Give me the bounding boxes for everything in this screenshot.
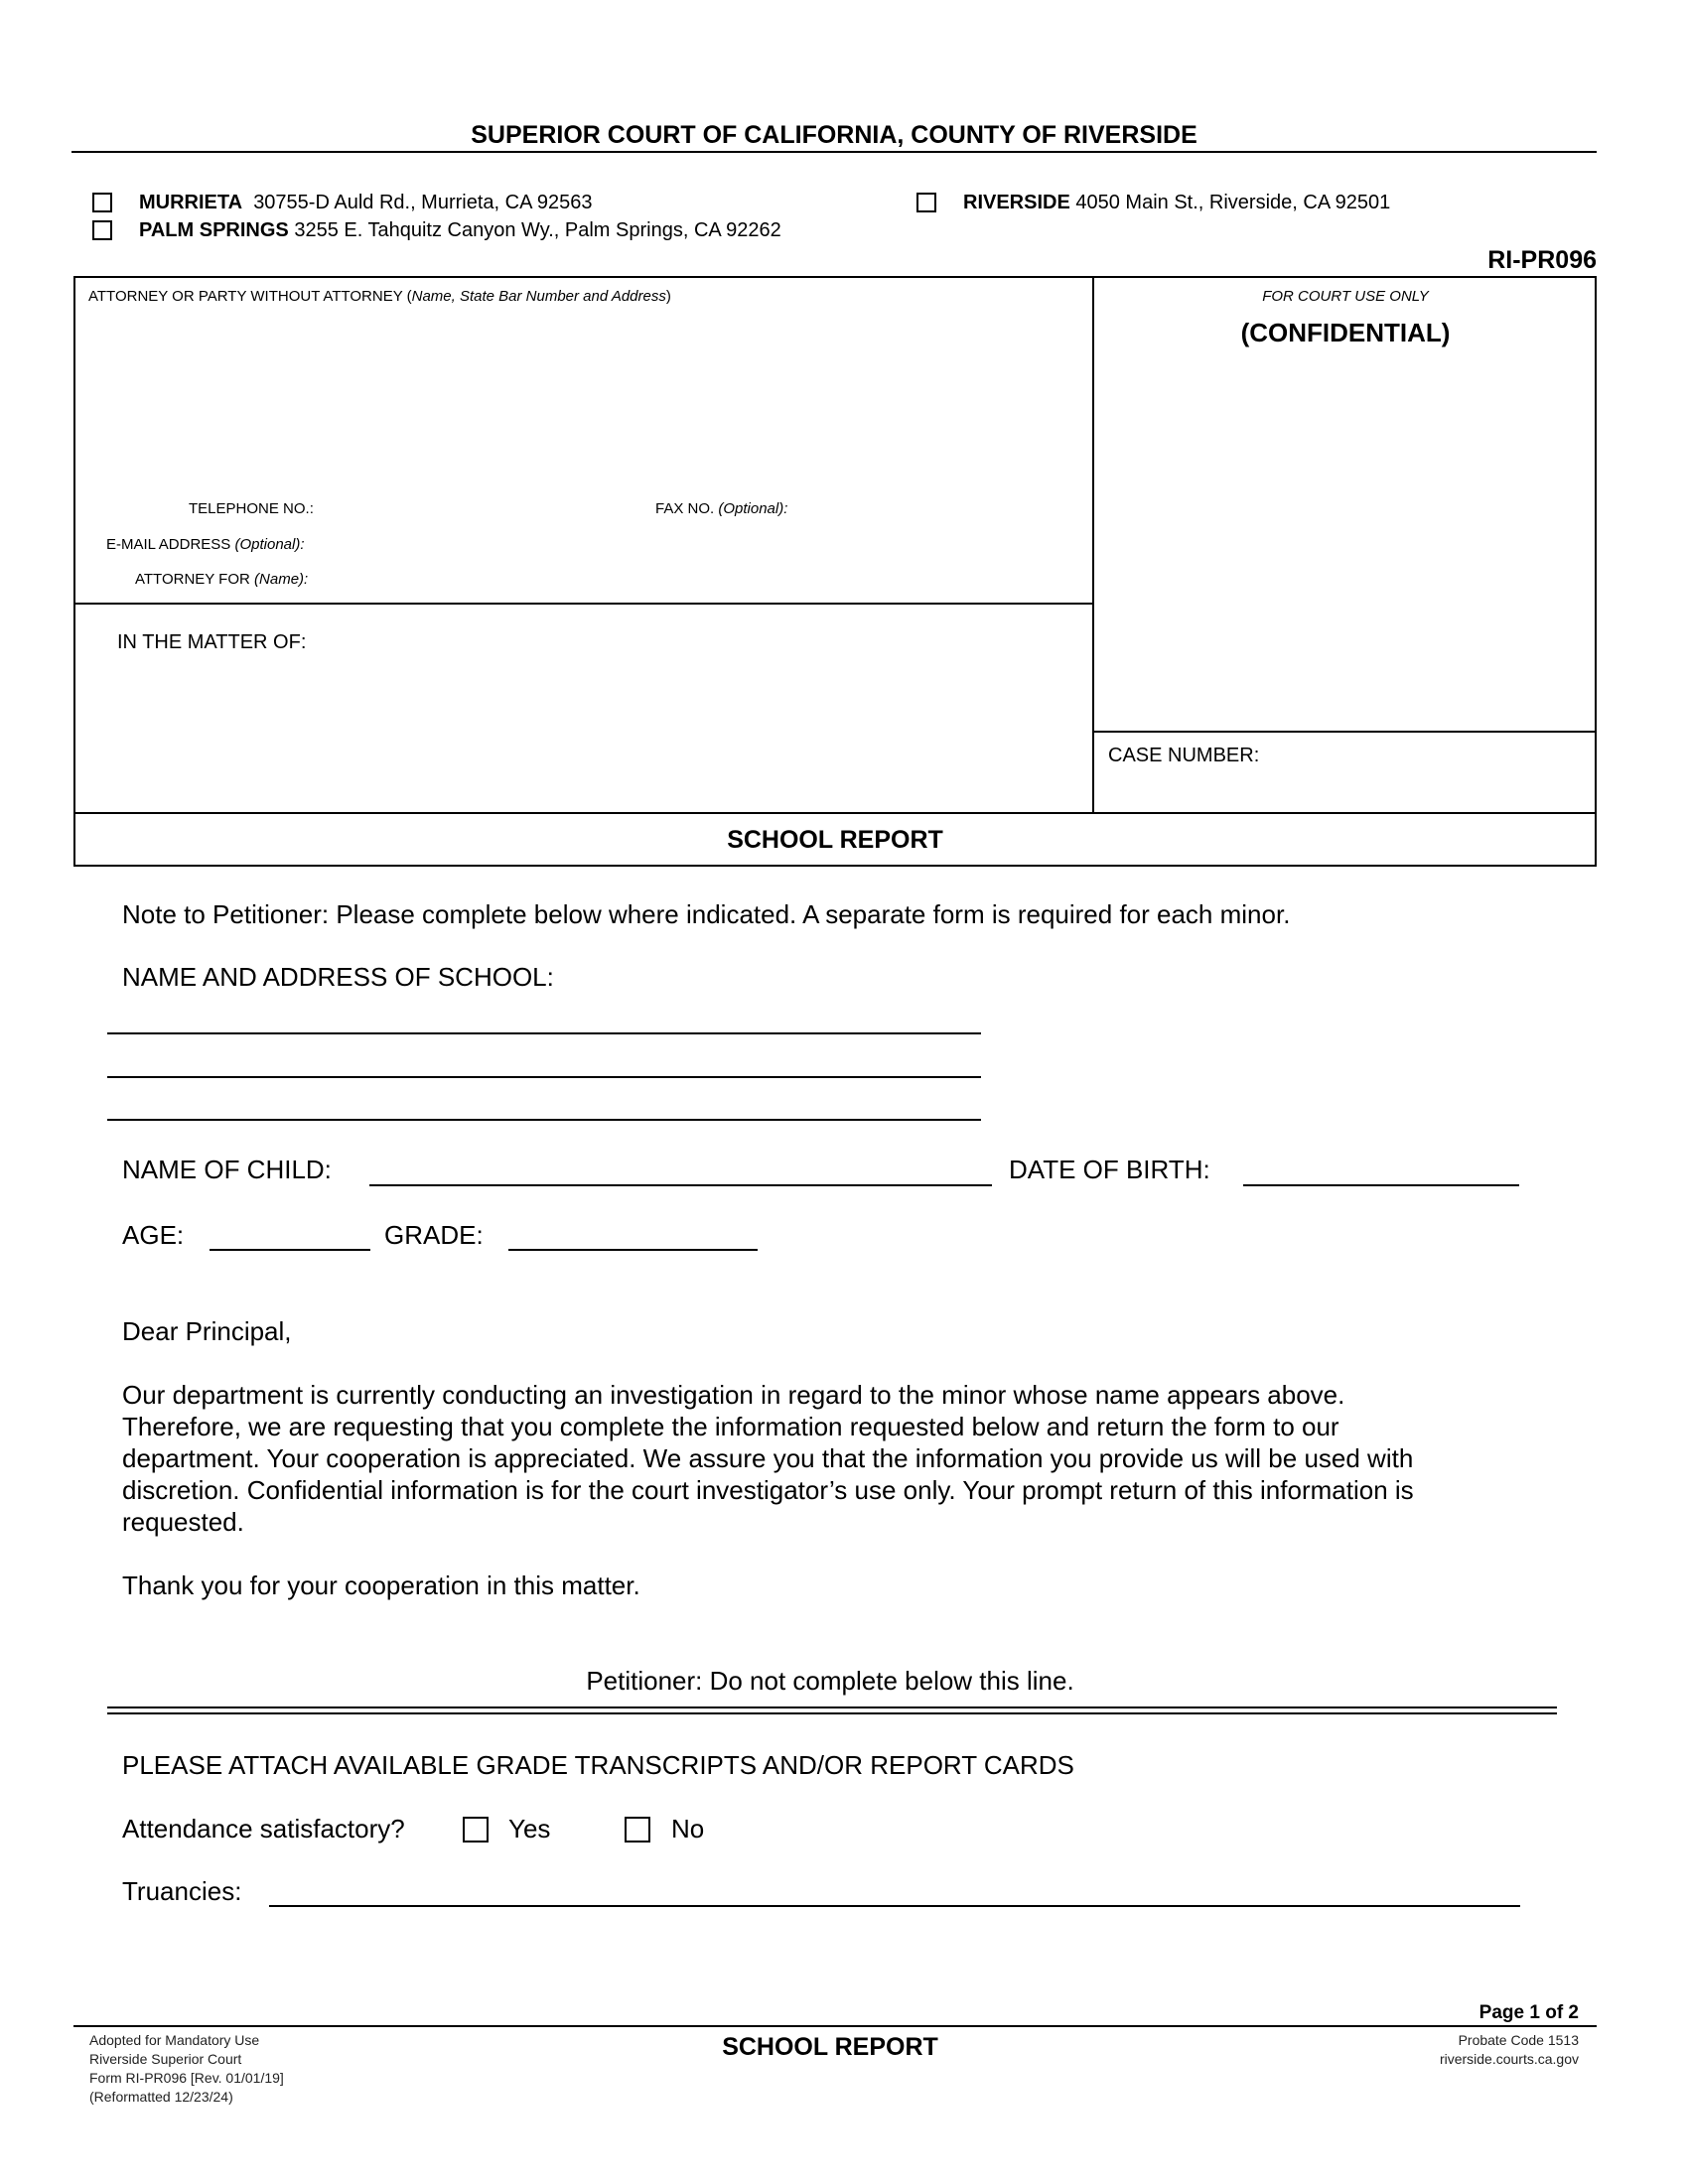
grade-field[interactable]	[508, 1249, 758, 1251]
attendance-label: Attendance satisfactory?	[122, 1814, 405, 1843]
school-line-3[interactable]	[107, 1119, 981, 1121]
no-label: No	[671, 1814, 705, 1843]
attorney-for-name: (Name):	[254, 571, 309, 588]
palm-springs-checkbox[interactable]	[92, 220, 112, 240]
school-label: NAME AND ADDRESS OF SCHOOL:	[122, 962, 554, 992]
murrieta-name: MURRIETA	[139, 192, 243, 213]
title-rule	[73, 812, 1597, 814]
paragraph-line: Therefore, we are requesting that you complete the information requested below and return the form to our	[122, 1412, 1339, 1441]
caption-divider	[1092, 276, 1094, 814]
telephone-label: TELEPHONE NO.:	[189, 500, 314, 517]
paragraph-line: discretion. Confidential information is for the court investigator’s use only. Your prompt return of this information is	[122, 1475, 1414, 1505]
paragraph-line: Our department is currently conducting an investigation in regard to the minor whose name appears above.	[122, 1380, 1345, 1410]
footer-rule	[73, 2025, 1597, 2027]
school-line-1[interactable]	[107, 1032, 981, 1034]
attorney-matter-rule	[73, 603, 1094, 605]
salutation: Dear Principal,	[122, 1316, 292, 1346]
footer-left-line: Adopted for Mandatory Use	[89, 2032, 260, 2048]
attorney-label	[88, 288, 671, 305]
matter-label: IN THE MATTER OF:	[117, 631, 307, 653]
fax-label-text: FAX NO.	[655, 500, 715, 517]
fax-label	[655, 500, 787, 517]
attendance-yes-checkbox[interactable]	[463, 1817, 489, 1843]
age-field[interactable]	[210, 1249, 370, 1251]
footer-left-line: (Reformatted 12/23/24)	[89, 2089, 233, 2105]
child-label: NAME OF CHILD:	[122, 1155, 332, 1184]
header-rule	[71, 151, 1597, 153]
email-label	[106, 536, 305, 553]
confidential-label: (CONFIDENTIAL)	[1240, 318, 1451, 347]
fax-optional: (Optional):	[718, 500, 788, 517]
divider-note: Petitioner: Do not complete below this line.	[586, 1666, 1074, 1696]
riverside-location	[963, 192, 1390, 214]
palm-springs-address: 3255 E. Tahquitz Canyon Wy., Palm Springs, CA 92262	[294, 219, 781, 241]
attorney-label-close: )	[665, 288, 671, 305]
thanks-line: Thank you for your cooperation in this matter.	[122, 1570, 640, 1600]
petitioner-note: Note to Petitioner: Please complete below where indicated. A separate form is required for each minor.	[122, 899, 1291, 929]
yes-label: Yes	[508, 1814, 551, 1843]
attorney-label-text: ATTORNEY OR PARTY WITHOUT ATTORNEY (	[88, 288, 412, 305]
email-label-text: E-MAIL ADDRESS	[106, 536, 231, 553]
murrieta-location	[139, 192, 593, 214]
age-label: AGE:	[122, 1220, 185, 1250]
footer-left-line: Riverside Superior Court	[89, 2051, 242, 2067]
footer-right-line: riverside.courts.ca.gov	[1439, 2051, 1579, 2067]
riverside-name: RIVERSIDE	[963, 192, 1070, 213]
page-number: Page 1 of 2	[1478, 2002, 1579, 2023]
footer-left-line: Form RI-PR096 [Rev. 01/01/19]	[89, 2070, 284, 2086]
dob-label: DATE OF BIRTH:	[1009, 1155, 1210, 1184]
email-optional: (Optional):	[234, 536, 305, 553]
dob-field[interactable]	[1243, 1184, 1519, 1186]
school-line-2[interactable]	[107, 1076, 981, 1078]
attorney-for-label	[135, 571, 308, 588]
murrieta-checkbox[interactable]	[92, 193, 112, 212]
footer-right-line: Probate Code 1513	[1458, 2032, 1579, 2048]
footer-right	[1440, 2031, 1579, 2069]
court-use-label: FOR COURT USE ONLY	[1262, 288, 1429, 305]
truancies-label: Truancies:	[122, 1876, 242, 1906]
form-id: RI-PR096	[1487, 246, 1597, 274]
attendance-no-checkbox[interactable]	[625, 1817, 650, 1843]
riverside-checkbox[interactable]	[916, 193, 936, 212]
riverside-address: 4050 Main St., Riverside, CA 92501	[1075, 192, 1391, 213]
double-rule-bottom	[107, 1712, 1557, 1714]
attorney-label-italic: Name, State Bar Number and Address	[411, 288, 666, 305]
grade-label: GRADE:	[384, 1220, 484, 1250]
case-number-label: CASE NUMBER:	[1108, 745, 1260, 766]
court-title: SUPERIOR COURT OF CALIFORNIA, COUNTY OF RIVERSIDE	[471, 121, 1197, 149]
child-name-field[interactable]	[369, 1184, 992, 1186]
case-number-rule	[1092, 731, 1597, 733]
attach-note: PLEASE ATTACH AVAILABLE GRADE TRANSCRIPTS AND/OR REPORT CARDS	[122, 1750, 1074, 1780]
form-title: SCHOOL REPORT	[727, 826, 943, 854]
footer-title: SCHOOL REPORT	[722, 2033, 938, 2061]
double-rule-top	[107, 1706, 1557, 1708]
murrieta-address: 30755-D Auld Rd., Murrieta, CA 92563	[253, 192, 593, 213]
paragraph-line: department. Your cooperation is appreciated. We assure you that the information you provide us will be used with	[122, 1443, 1414, 1473]
palm-springs-name: PALM SPRINGS	[139, 219, 289, 241]
attorney-for-text: ATTORNEY FOR	[135, 571, 250, 588]
truancies-field[interactable]	[269, 1905, 1520, 1907]
palm-springs-location	[139, 219, 781, 242]
letter-paragraph	[122, 1379, 1414, 1538]
paragraph-line: requested.	[122, 1507, 244, 1537]
